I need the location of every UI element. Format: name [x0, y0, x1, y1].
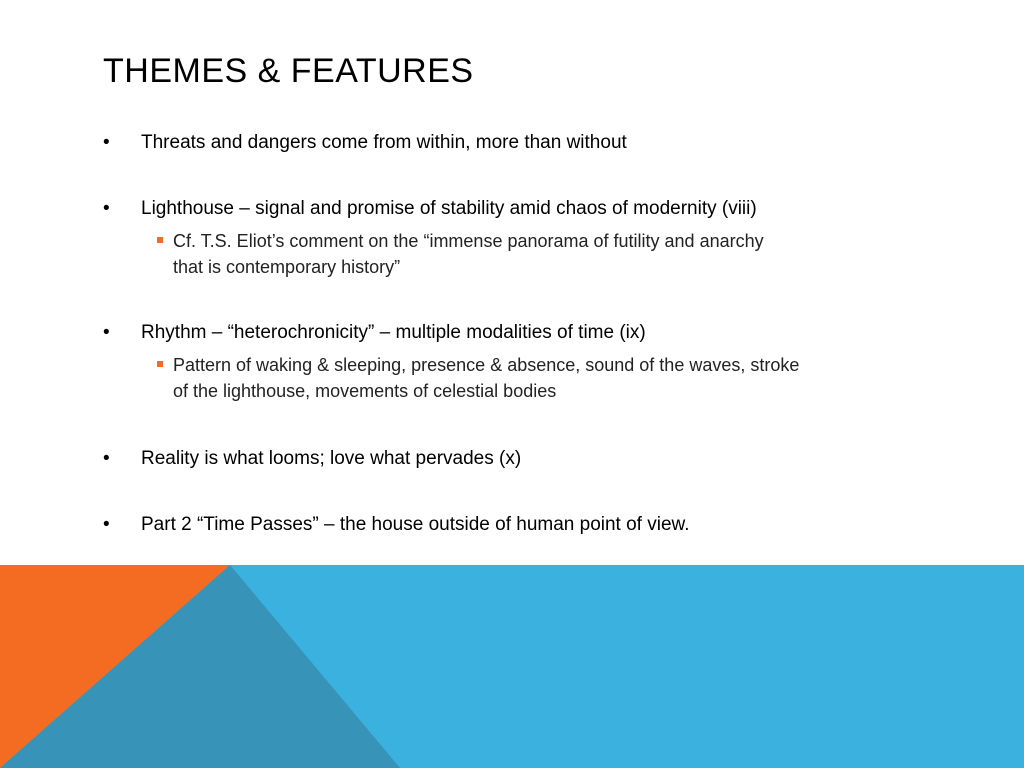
slide-title: THEMES & FEATURES: [103, 52, 474, 90]
bullet-text: Rhythm – “heterochronicity” – multiple modalities of time (ix): [141, 322, 646, 343]
bullet-text: Part 2 “Time Passes” – the house outside of human point of view.: [141, 514, 690, 535]
sub-bullet-marker: [157, 361, 163, 367]
bullet-text: Reality is what looms; love what pervades (x): [141, 448, 522, 469]
bullet-marker: •: [103, 322, 110, 343]
sub-bullet-line: of the lighthouse, movements of celestial bodies: [173, 381, 557, 401]
bullet-marker: •: [103, 514, 110, 535]
bullet-text: Threats and dangers come from within, more than without: [141, 132, 627, 153]
sub-bullet-line: that is contemporary history”: [173, 257, 401, 277]
bullet-marker: •: [103, 132, 110, 153]
bullet-marker: •: [103, 198, 110, 219]
bullet-marker: •: [103, 448, 110, 469]
footer-decoration: [0, 565, 1024, 768]
sub-bullet-line: Cf. T.S. Eliot’s comment on the “immense panorama of futility and anarchy: [173, 231, 764, 251]
sub-bullet-marker: [157, 237, 163, 243]
sub-bullet-line: Pattern of waking & sleeping, presence & absence, sound of the waves, stroke: [173, 355, 800, 375]
sub-bullet-text: [173, 352, 943, 404]
bullet-text: Lighthouse – signal and promise of stability amid chaos of modernity (viii): [141, 198, 757, 219]
sub-bullet-text: [173, 228, 943, 280]
